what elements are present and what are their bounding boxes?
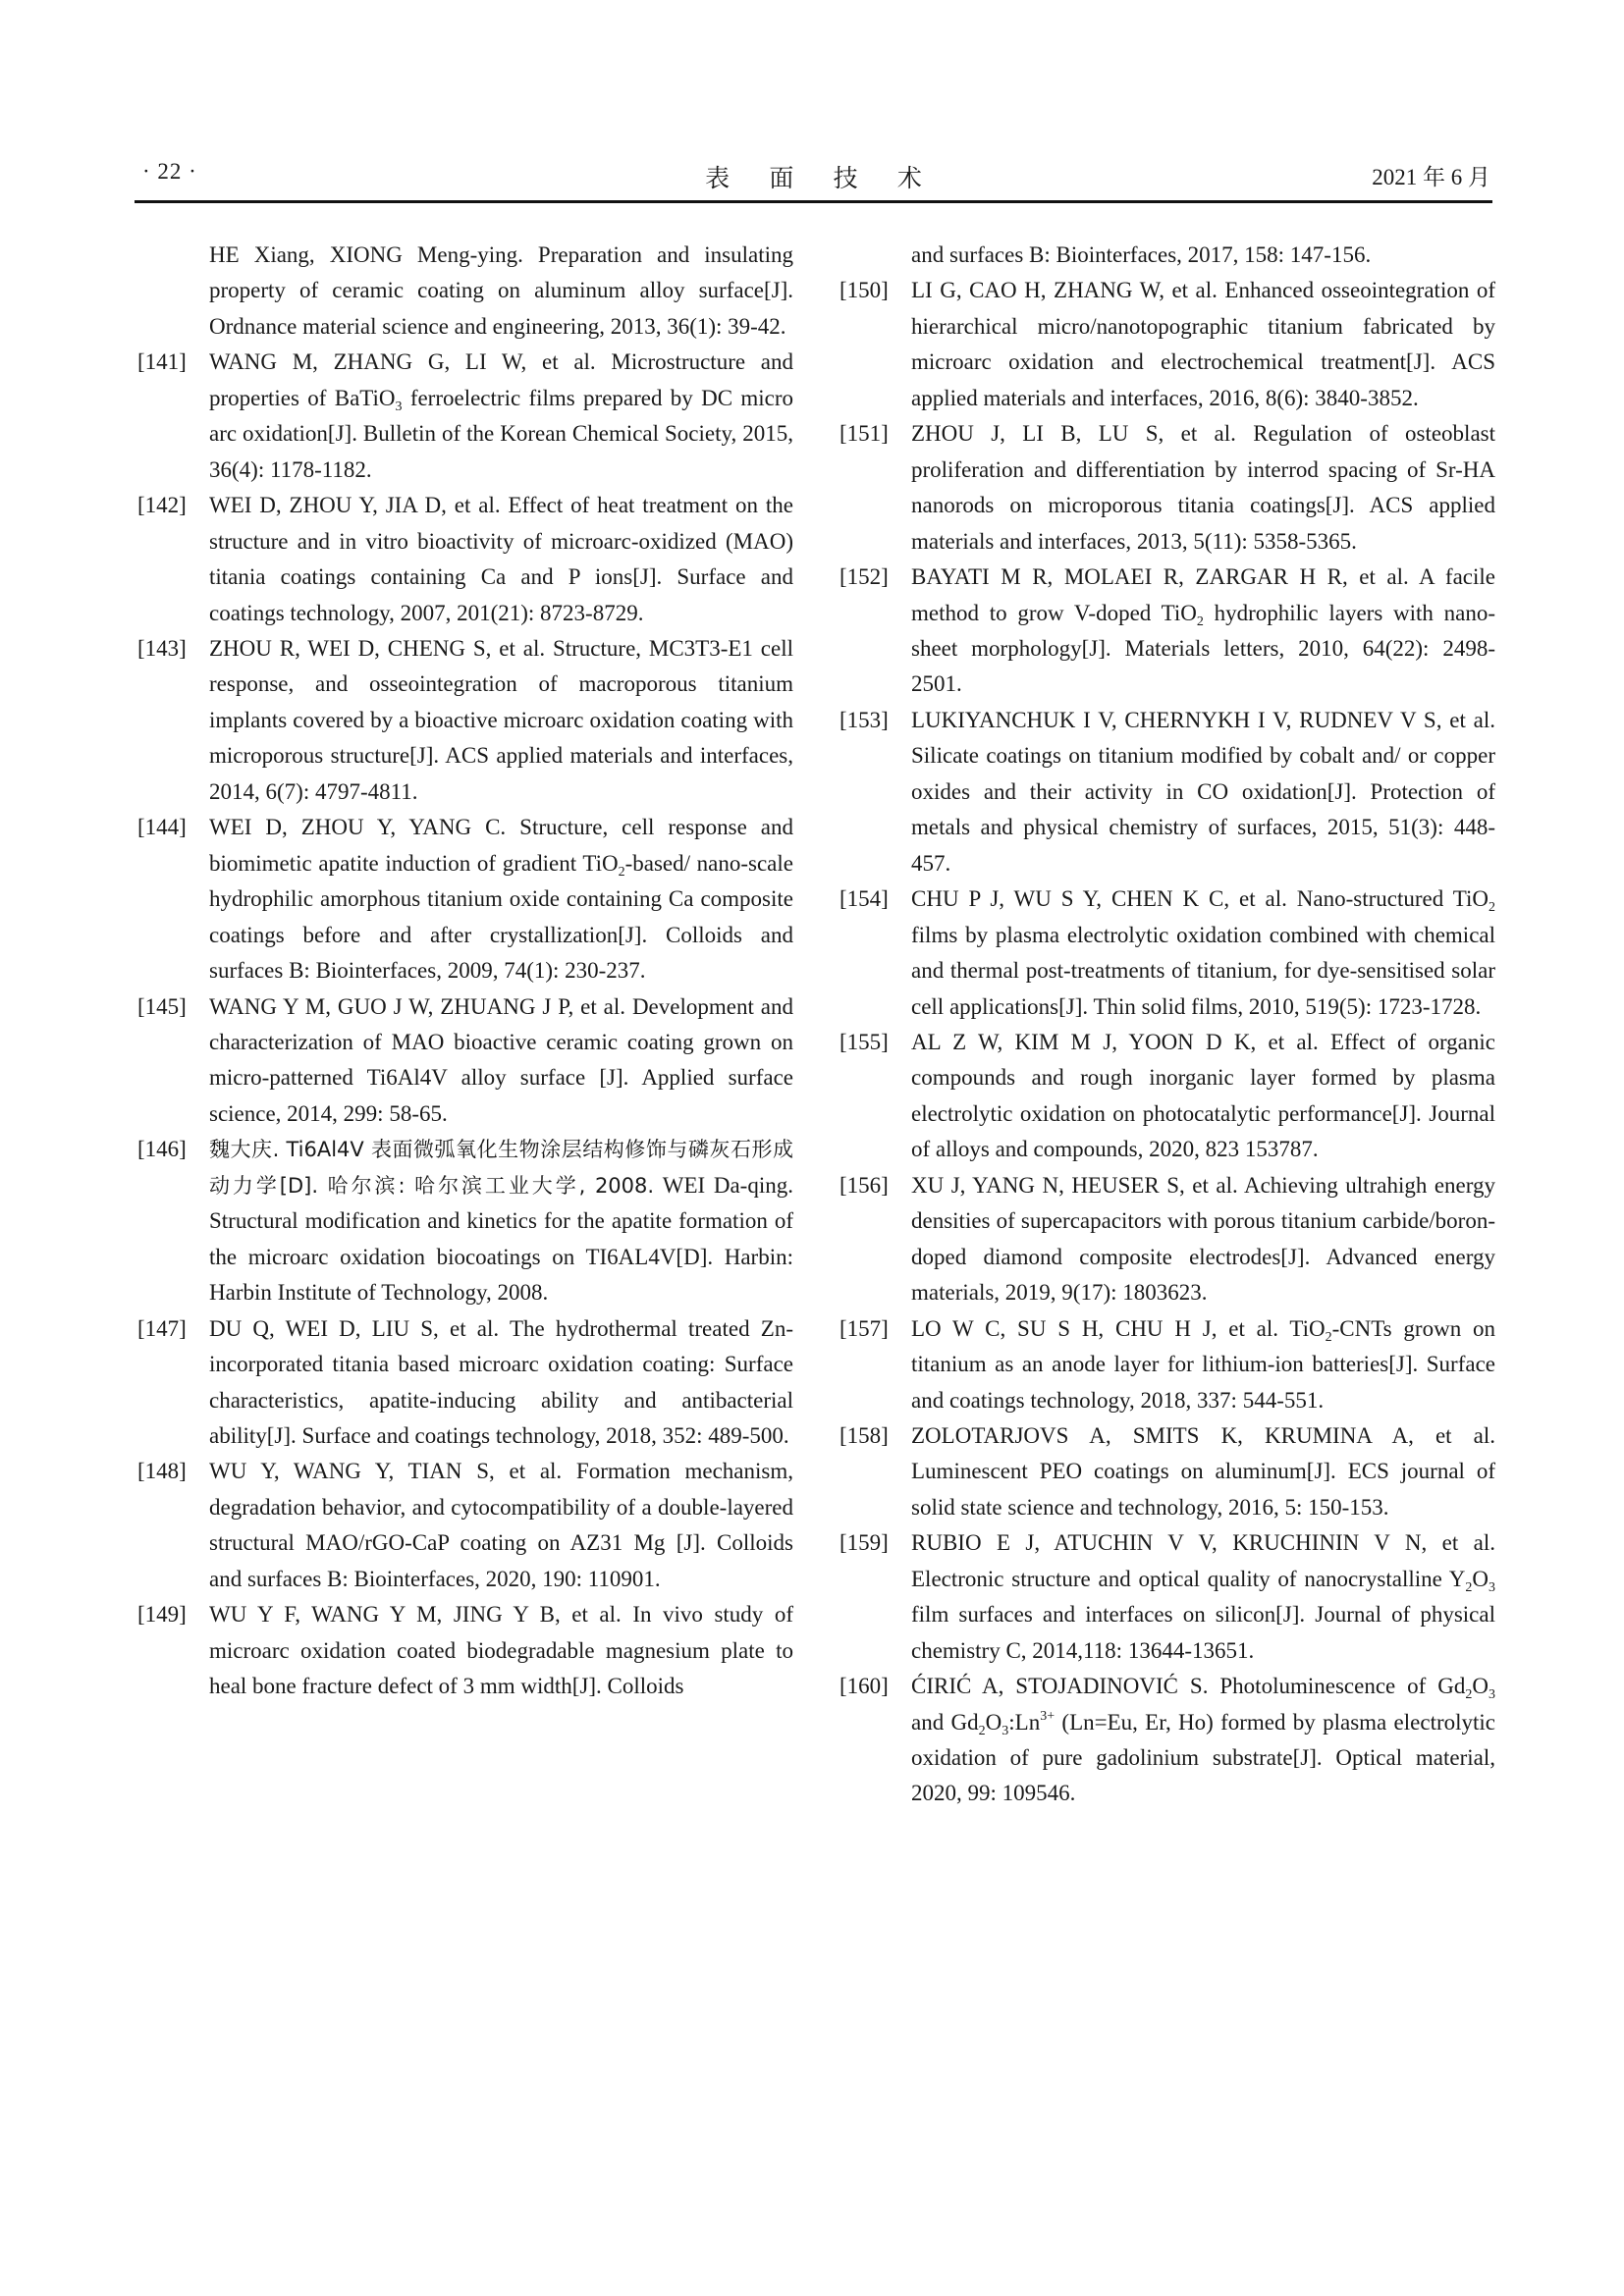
text-run: LUKIYANCHUK I V, CHERNYKH I V, RUDNEV V S, et al. Silicate coatings on titanium modified by cobalt and/ or copper oxides and their activity in CO oxidation[J]. Protection of metals and physical chemistry of surfaces, 2015, 51(3): 448-457. <box>911 707 1495 876</box>
subscript: 3 <box>1489 1579 1495 1595</box>
subscript: 2 <box>978 1723 986 1738</box>
reference-entry <box>137 989 793 1133</box>
text-run: 魏大庆. Ti6Al4V 表面微弧氧化生物涂层结构修饰与磷灰石形成动力学[D]. 哈尔滨: 哈尔滨工业大学, 2008. <box>209 1138 793 1198</box>
reference-number: [151] <box>839 421 889 447</box>
text-run: ZHOU J, LI B, LU S, et al. Regulation of osteoblast proliferation and differentiation by interrod spacing of Sr-HA nanorods on microporous titania coatings[J]. ACS applied materials and interfaces, 2013, 5(11): 5358-5365. <box>911 421 1495 554</box>
reference-entry <box>839 560 1495 703</box>
reference-entry <box>839 1168 1495 1311</box>
text-run: WEI D, ZHOU Y, JIA D, et al. Effect of heat treatment on the structure and in vitro bioactivity of microarc-oxidized (MAO) titania coatings containing Ca and P ions[J]. Surface and coatings technology, 2007, 201(21): 8723-8729. <box>209 493 793 625</box>
reference-entry <box>137 810 793 988</box>
text-run: LI G, CAO H, ZHANG W, et al. Enhanced osseointegration of hierarchical micro/nanotopographic titanium fabricated by microarc oxidation and electrochemical treatment[J]. ACS applied materials and interfaces, 2016, 8(6): 3840-3852. <box>911 278 1495 410</box>
reference-text <box>911 1025 1495 1168</box>
text-run: WU Y, WANG Y, TIAN S, et al. Formation mechanism, degradation behavior, and cytocompatibility of a double-layered structural MAO/rGO-CaP coating on AZ31 Mg [J]. Colloids and surfaces B: Biointerfaces, 2020, 190: 110901. <box>209 1459 793 1591</box>
reference-number: [142] <box>137 493 187 518</box>
page-number: · 22 · <box>142 159 197 184</box>
subscript: 3 <box>1489 1687 1495 1703</box>
header-rule <box>135 200 1492 203</box>
reference-number: [145] <box>137 993 187 1019</box>
reference-number: [155] <box>839 1029 889 1054</box>
reference-text <box>911 1525 1495 1669</box>
reference-number: [158] <box>839 1422 889 1448</box>
subscript: 3 <box>1001 1723 1009 1738</box>
subscript: 3 <box>395 399 403 414</box>
text-run: WANG M, ZHANG G, LI W, et al. Microstructure and properties of BaTiO <box>209 349 793 410</box>
reference-number: [144] <box>137 815 187 840</box>
text-run: XU J, YANG N, HEUSER S, et al. Achieving ultrahigh energy densities of supercapacitors with porous titanium carbide/boron-doped diamond composite electrodes[J]. Advanced energy materials, 2019, 9(17): 1803623. <box>911 1172 1495 1306</box>
reference-text <box>209 1454 793 1597</box>
text-run: ferroelectric films prepared by DC micro arc oxidation[J]. Bulletin of the Korean Chemical Society, 2015, 36(4): 1178-1182. <box>209 385 793 482</box>
reference-number: [153] <box>839 707 889 732</box>
reference-column-right <box>839 238 1495 1812</box>
text-run: and Gd <box>911 1709 979 1735</box>
subscript: 2 <box>1465 1579 1473 1595</box>
reference-entry <box>839 1311 1495 1418</box>
reference-entry <box>839 1525 1495 1669</box>
text-run: WEI D, ZHOU Y, YANG C. Structure, cell response and biomimetic apatite induction of gradient TiO <box>209 815 793 876</box>
reference-text <box>911 273 1495 416</box>
reference-text <box>911 238 1495 273</box>
reference-text <box>209 1311 793 1455</box>
subscript: 2 <box>1325 1329 1332 1345</box>
reference-entry <box>839 1025 1495 1168</box>
text-run: BAYATI M R, MOLAEI R, ZARGAR H R, et al. A facile method to grow V-doped TiO <box>911 564 1495 625</box>
reference-entry <box>137 488 793 631</box>
reference-number: [148] <box>137 1459 187 1484</box>
reference-text <box>911 1669 1495 1812</box>
reference-number: [157] <box>839 1315 889 1341</box>
reference-text <box>911 703 1495 881</box>
text-run: LO W C, SU S H, CHU H J, et al. TiO <box>911 1315 1326 1341</box>
superscript: 3+ <box>1040 1708 1056 1724</box>
running-header <box>135 157 1492 200</box>
reference-entry <box>137 631 793 810</box>
reference-entry <box>839 273 1495 416</box>
subscript: 2 <box>618 864 625 880</box>
reference-number: [141] <box>137 349 187 375</box>
text-run: ZOLOTARJOVS A, SMITS K, KRUMINA A, et al. Luminescent PEO coatings on aluminum[J]. ECS journal of solid state science and technology, 2016, 5: 150-153. <box>911 1422 1495 1520</box>
subscript: 2 <box>1489 900 1495 916</box>
reference-text <box>209 810 793 988</box>
reference-entry <box>137 1311 793 1455</box>
reference-number: [159] <box>839 1530 889 1556</box>
text-run: RUBIO E J, ATUCHIN V V, KRUCHININ V N, et al. Electronic structure and optical quality of nanocrystalline Y <box>911 1530 1495 1591</box>
reference-entry <box>137 345 793 488</box>
text-run: -based/ nano-scale hydrophilic amorphous titanium oxide containing Ca composite coatings before and after crystallization[J]. Colloids and surfaces B: Biointerfaces, 2009, 74(1): 230-237. <box>209 850 793 984</box>
reference-entry <box>137 1597 793 1704</box>
reference-column-left <box>137 238 793 1705</box>
issue-date: 2021 年 6 月 <box>1372 165 1490 189</box>
reference-number: [160] <box>839 1674 889 1699</box>
reference-text <box>209 1132 793 1310</box>
text-run: AL Z W, KIM M J, YOON D K, et al. Effect of organic compounds and rough inorganic layer formed by plasma electrolytic oxidation on photocatalytic performance[J]. Journal of alloys and compounds, 2020, 823 153787. <box>911 1029 1495 1162</box>
reference-entry <box>137 1132 793 1310</box>
reference-entry <box>839 881 1495 1025</box>
text-run: and surfaces B: Biointerfaces, 2017, 158: 147-156. <box>911 242 1372 267</box>
text-run: WEI Da-qing. Structural modification and kinetics for the apatite formation of the microarc oxidation biocoatings on TI6AL4V[D]. Harbin: Harbin Institute of Technology, 2008. <box>209 1172 793 1306</box>
text-run: ZHOU R, WEI D, CHENG S, et al. Structure, MC3T3-E1 cell response, and osseointegration of macroporous titanium implants covered by a bioactive microarc oxidation coating with microporous structure[J]. ACS applied materials and interfaces, 2014, 6(7): 4797-4811. <box>209 635 793 804</box>
reference-entry <box>839 1669 1495 1812</box>
reference-entry <box>839 416 1495 560</box>
reference-number: [152] <box>839 564 889 590</box>
text-run: HE Xiang, XIONG Meng-ying. Preparation and insulating property of ceramic coating on aluminum alloy surface[J]. Ordnance material science and engineering, 2013, 36(1): 39-42. <box>209 242 793 339</box>
text-run: O <box>1472 1566 1489 1591</box>
reference-entry-continued <box>137 238 793 345</box>
reference-number: [156] <box>839 1172 889 1198</box>
text-run: hydrophilic layers with nano-sheet morphology[J]. Materials letters, 2010, 64(22): 2498-2501. <box>911 600 1495 697</box>
reference-text <box>209 631 793 810</box>
reference-number: [147] <box>137 1315 187 1341</box>
reference-text <box>209 989 793 1133</box>
text-run: film surfaces and interfaces on silicon[J]. Journal of physical chemistry C, 2014,118: 13644-13651. <box>911 1602 1495 1663</box>
reference-text <box>209 1597 793 1704</box>
reference-number: [146] <box>137 1137 187 1162</box>
reference-text <box>209 488 793 631</box>
reference-entry <box>839 703 1495 881</box>
subscript: 2 <box>1465 1687 1473 1703</box>
reference-number: [154] <box>839 886 889 912</box>
reference-number: [149] <box>137 1602 187 1628</box>
text-run: O <box>985 1709 1002 1735</box>
reference-text <box>911 416 1495 560</box>
reference-number: [143] <box>137 635 187 661</box>
reference-text <box>911 881 1495 1025</box>
text-run: films by plasma electrolytic oxidation combined with chemical and thermal post-treatments of titanium, for dye-sensitised solar cell applications[J]. Thin solid films, 2010, 519(5): 1723-1728. <box>911 922 1495 1019</box>
text-run: DU Q, WEI D, LIU S, et al. The hydrothermal treated Zn-incorporated titania based microarc oxidation coating: Surface characteristics, apatite-inducing ability and antibacterial ability[J]. Surface and coatings technology, 2018, 352: 489-500. <box>209 1315 793 1448</box>
journal-title: 表 面 技 术 <box>705 166 939 192</box>
text-run: O <box>1472 1674 1489 1699</box>
text-run: :Ln <box>1008 1709 1041 1735</box>
text-run: WANG Y M, GUO J W, ZHUANG J P, et al. Development and characterization of MAO bioactive ceramic coating grown on micro-patterned Ti6Al4V alloy surface [J]. Applied surface science, 2014, 299: 58-65. <box>209 993 793 1126</box>
text-run: CHU P J, WU S Y, CHEN K C, et al. Nano-structured TiO <box>911 886 1489 912</box>
reference-number: [150] <box>839 278 889 303</box>
reference-entry <box>839 1418 1495 1525</box>
reference-text <box>911 1418 1495 1525</box>
reference-text <box>209 238 793 345</box>
text-run: ĆIRIĆ A, STOJADINOVIĆ S. Photoluminescence of Gd <box>911 1674 1466 1699</box>
reference-text <box>209 345 793 488</box>
text-run: (Ln=Eu, Er, Ho) formed by plasma electrolytic oxidation of pure gadolinium substrate[J]. Optical material, 2020, 99: 109546. <box>911 1709 1495 1806</box>
text-run: -CNTs grown on titanium as an anode layer for lithium-ion batteries[J]. Surface and coatings technology, 2018, 337: 544-551. <box>911 1315 1495 1413</box>
subscript: 2 <box>1196 614 1204 629</box>
reference-text <box>911 1168 1495 1311</box>
reference-text <box>911 1311 1495 1418</box>
reference-entry-continued <box>839 238 1495 273</box>
reference-text <box>911 560 1495 703</box>
text-run: WU Y F, WANG Y M, JING Y B, et al. In vivo study of microarc oxidation coated biodegradable magnesium plate to heal bone fracture defect of 3 mm width[J]. Colloids <box>209 1602 793 1699</box>
reference-entry <box>137 1454 793 1597</box>
